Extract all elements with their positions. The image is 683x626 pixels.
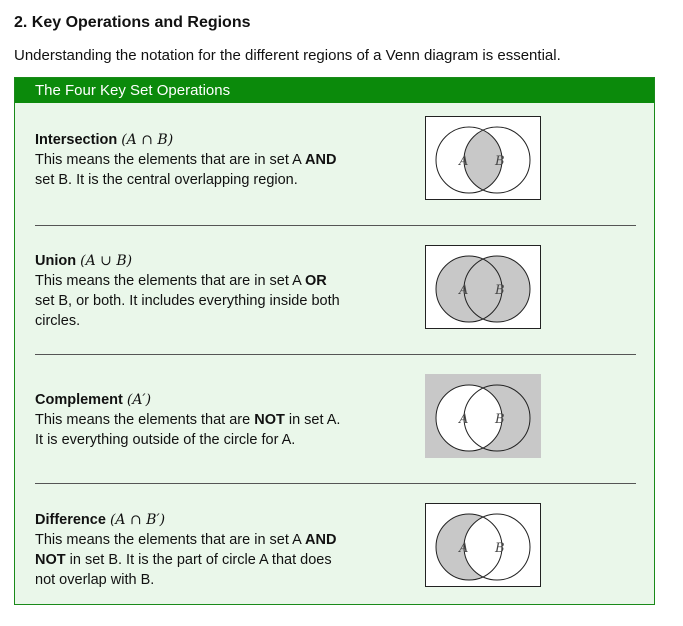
venn-union-diagram	[425, 245, 541, 329]
union-description	[35, 251, 385, 331]
description-text: This means the elements that are in set A	[35, 273, 306, 289]
emphasis-text: OR	[305, 273, 327, 289]
description-text: not overlap with B.	[35, 572, 155, 588]
description-text: This means the elements that are in set A	[35, 532, 306, 548]
section-title: 2. Key Operations and Regions	[14, 14, 251, 31]
operation-name: Difference	[35, 512, 106, 528]
label-a: A	[459, 283, 469, 298]
box-header: The Four Key Set Operations	[15, 78, 654, 103]
description-text: in set B. It is the part of circle A that does	[65, 552, 332, 568]
description-text: This means the elements that are in set A	[35, 152, 306, 168]
operation-notation: (A ∪ B)	[80, 253, 133, 269]
label-b: B	[495, 541, 505, 556]
operation-name: Intersection	[35, 132, 118, 148]
divider	[35, 483, 636, 484]
label-b: B	[495, 412, 505, 427]
operation-notation: (A ∩ B′)	[109, 512, 166, 528]
difference-description	[35, 510, 385, 590]
label-b: B	[495, 283, 505, 298]
operation-name: Union	[35, 253, 77, 269]
divider	[35, 225, 636, 226]
emphasis-text: NOT	[35, 552, 66, 568]
operation-name: Complement	[35, 392, 123, 408]
complement-description	[35, 390, 385, 450]
label-a: A	[459, 541, 469, 556]
divider	[35, 354, 636, 355]
venn-intersection-diagram	[425, 116, 541, 200]
venn-complement-diagram	[425, 374, 541, 458]
description-text: set B. It is the central overlapping region.	[35, 172, 298, 188]
intersection-description	[35, 130, 385, 190]
operation-notation: (A′)	[126, 392, 152, 408]
label-a: A	[459, 412, 469, 427]
label-b: B	[495, 154, 505, 169]
description-text: This means the elements that are	[35, 412, 255, 428]
venn-difference-diagram	[425, 503, 541, 587]
emphasis-text: NOT	[254, 412, 285, 428]
description-text: set B, or both. It includes everything inside both	[35, 293, 340, 309]
label-a: A	[459, 154, 469, 169]
emphasis-text: AND	[305, 532, 337, 548]
section-intro: Understanding the notation for the different regions of a Venn diagram is essential.	[14, 47, 561, 64]
description-text: It is everything outside of the circle for A.	[35, 432, 296, 448]
emphasis-text: AND	[305, 152, 337, 168]
description-text: in set A.	[284, 412, 341, 428]
description-text: circles.	[35, 313, 81, 329]
operation-notation: (A ∩ B)	[121, 132, 174, 148]
operations-box	[14, 77, 655, 605]
